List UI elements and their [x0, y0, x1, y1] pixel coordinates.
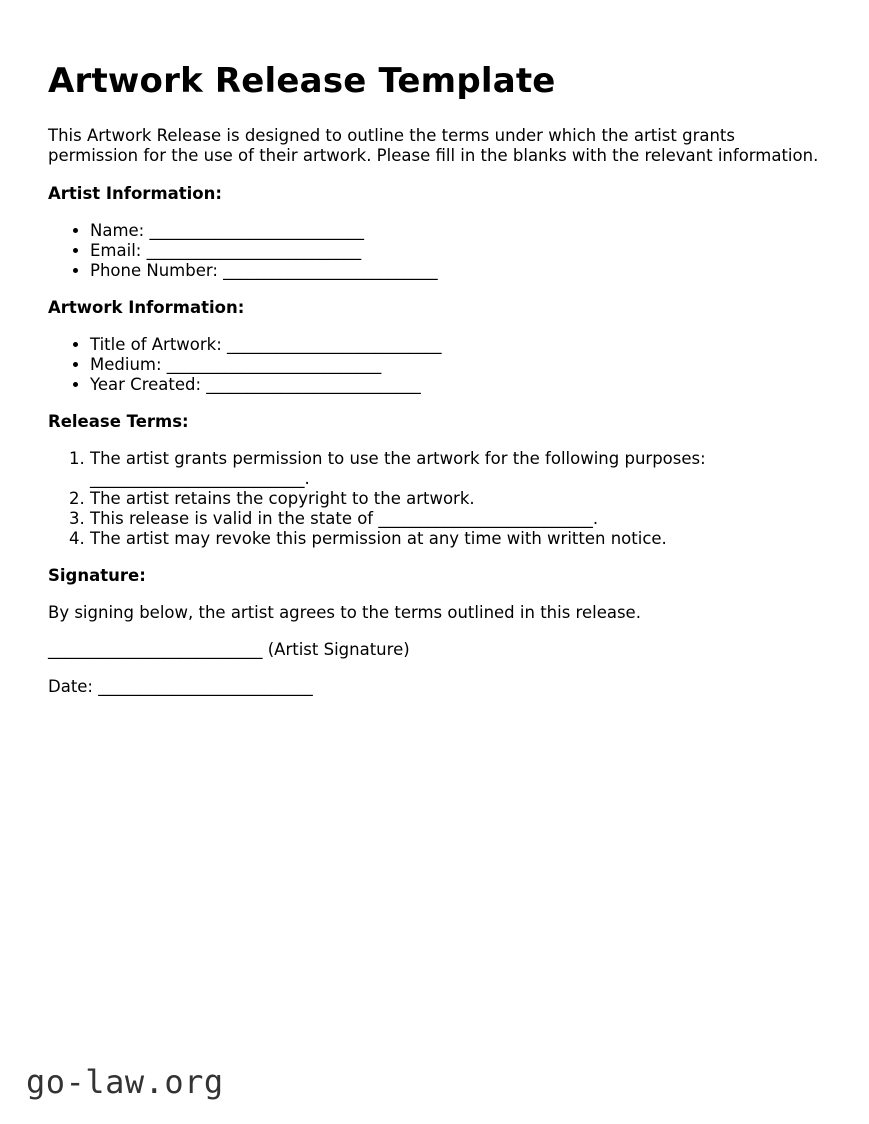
- artist-phone-item: • Phone Number: __________________________: [90, 261, 828, 281]
- term-revoke-item: 4. The artist may revoke this permission at any time with written notice.: [90, 529, 828, 549]
- artist-name-item: • Name: __________________________: [90, 221, 828, 241]
- intro-paragraph: This Artwork Release is designed to outline the terms under which the artist grants permission for the use of their artwork. Please fill in the blanks with the relevant information.: [48, 126, 819, 165]
- artist-email-item: • Email: __________________________: [90, 241, 828, 261]
- artwork-information-list: [48, 335, 828, 395]
- artist-information-heading: Artist Information:: [48, 184, 222, 203]
- page-title: Artwork Release Template: [48, 61, 556, 101]
- date-line: Date: __________________________: [48, 677, 313, 696]
- artwork-title-item: • Title of Artwork: __________________________: [90, 335, 828, 355]
- artist-signature-line: __________________________ (Artist Signature): [48, 640, 410, 659]
- watermark: go-law.org: [26, 1063, 224, 1101]
- artwork-medium-item: • Medium: __________________________: [90, 355, 828, 375]
- term-purposes-item: 1. The artist grants permission to use the artwork for the following purposes: __________________________.: [90, 449, 828, 489]
- term-state-item: 3. This release is valid in the state of __________________________.: [90, 509, 828, 529]
- signature-statement: By signing below, the artist agrees to the terms outlined in this release.: [48, 603, 641, 622]
- term-copyright-item: 2. The artist retains the copyright to the artwork.: [90, 489, 828, 509]
- release-terms-heading: Release Terms:: [48, 412, 189, 431]
- document: [48, 58, 828, 714]
- artwork-year-item: • Year Created: __________________________: [90, 375, 828, 395]
- signature-heading: Signature:: [48, 566, 146, 585]
- release-terms-list: [48, 449, 828, 549]
- artwork-information-heading: Artwork Information:: [48, 298, 245, 317]
- artist-information-list: [48, 221, 828, 281]
